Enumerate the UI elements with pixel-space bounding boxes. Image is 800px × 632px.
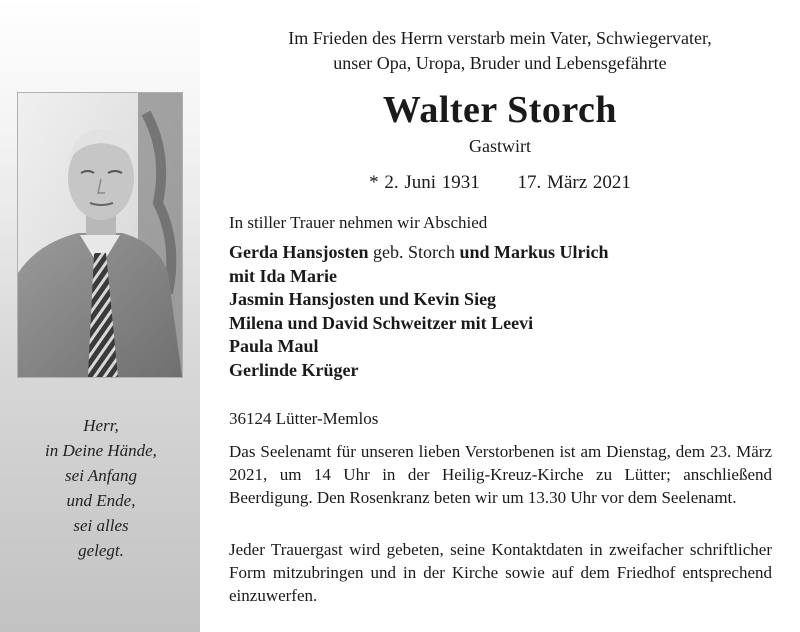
family-line: mit Ida Marie bbox=[229, 265, 337, 286]
occupation: Gastwirt bbox=[469, 136, 531, 156]
family-name: und Markus Ulrich bbox=[459, 242, 609, 262]
family-list bbox=[229, 241, 609, 382]
mourning-line: In stiller Trauer nehmen wir Abschied bbox=[229, 213, 488, 232]
family-name: Gerda Hansjosten bbox=[229, 242, 369, 262]
death-date: 17. März 2021 bbox=[517, 172, 631, 193]
sidebar bbox=[0, 0, 200, 632]
verse-line: sei alles bbox=[73, 516, 129, 535]
portrait-photo bbox=[17, 92, 183, 378]
verse-line: Herr, bbox=[83, 416, 119, 435]
family-line: Paula Maul bbox=[229, 336, 319, 356]
verse-line: und Ende, bbox=[66, 491, 136, 510]
verse bbox=[18, 413, 184, 563]
intro-text bbox=[210, 26, 790, 76]
family-line bbox=[229, 241, 609, 265]
place: 36124 Lütter-Memlos bbox=[229, 409, 379, 428]
life-dates bbox=[210, 170, 790, 196]
family-line: Milena und David Schweitzer mit Leevi bbox=[229, 312, 534, 333]
birth-date: * 2. Juni 1931 bbox=[369, 172, 480, 193]
contact-paragraph: Jeder Trauergast wird gebeten, seine Kontaktdaten in zweifacher schriftlicher Form mitzubringen und in der Kirche sowie auf dem Friedhof entsprechend einzuwerfen. bbox=[229, 540, 772, 605]
service-paragraph: Das Seelenamt für unseren lieben Verstorbenen ist am Dienstag, dem 23. März 2021, um 14 Uhr in der Heilig-Kreuz-Kirche zu Lütter; anschließend Beerdigung. Den Rosenkranz beten wir um 13.30 Uhr vor dem Seelenamt. bbox=[229, 442, 772, 507]
intro-line: Im Frieden des Herrn verstarb mein Vater, Schwiegervater, bbox=[288, 28, 712, 48]
intro-line: unser Opa, Uropa, Bruder und Lebensgefährte bbox=[333, 53, 667, 73]
verse-line: gelegt. bbox=[78, 541, 124, 560]
verse-line: sei Anfang bbox=[65, 466, 137, 485]
birth-name: geb. Storch bbox=[373, 242, 455, 262]
deceased-name: Walter Storch bbox=[382, 89, 618, 131]
family-line: Gerlinde Krüger bbox=[229, 359, 359, 380]
family-line: Jasmin Hansjosten und Kevin Sieg bbox=[229, 289, 497, 309]
verse-line: in Deine Hände, bbox=[45, 441, 157, 460]
